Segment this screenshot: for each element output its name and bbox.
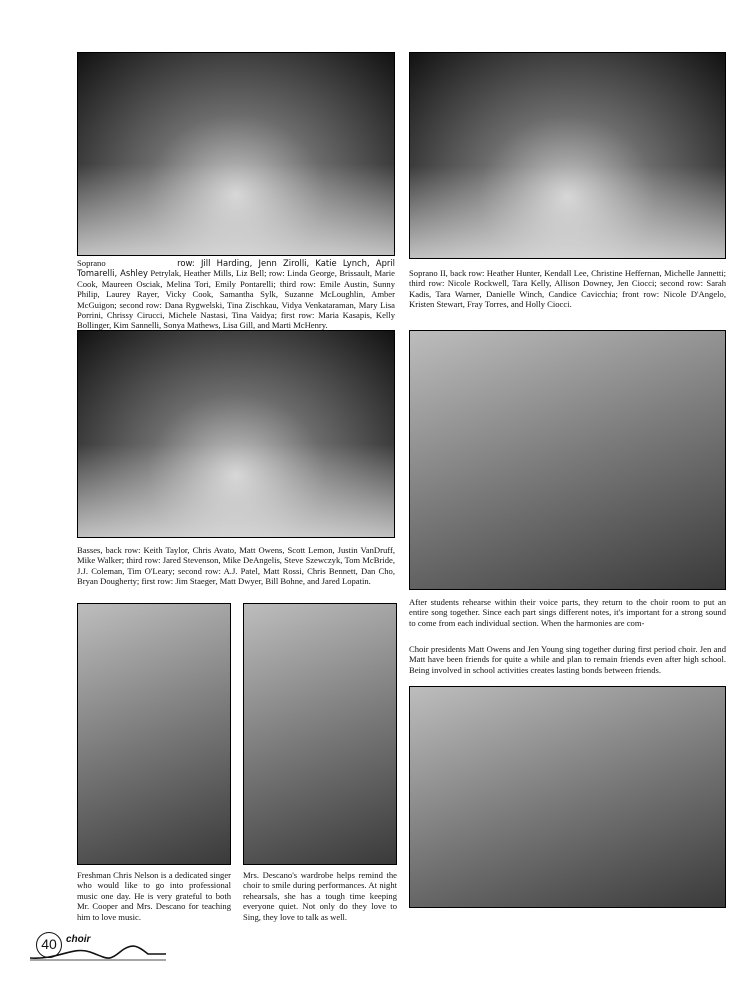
soprano-group-photo [77, 52, 395, 256]
soprano-caption-rest: Petrylak, Heather Mills, Liz Bell; row: Linda George, Brissault, Marie Cook, Maureen Osciak, Melina Tori, Emily Pontarelli; third row: Emile Austin, Sunny Philip, Laurey Rayer, Vicky Cook, Samantha Sylk, Suzanne McLoughlin, Amber McGuigon; second row: Dana Rygwelski, Tina Zischkau, Vidya Venkataraman, Mary Lisa Porrini, Chrissy Cirucci, Michele Nastasi, Tina Vaidya; first row: Maria Kasapis, Kelly Bollinger, Kim Sannelli, Sonya Mathews, Lisa Gill, and Marti McHenry. [77, 268, 395, 331]
freshman-singer-photo [77, 603, 231, 865]
soprano-caption-first-line: row: Jill Harding, Jenn Zirolli, Katie Lynch, April Tomarelli, Ashley [77, 258, 395, 279]
presidents-caption: Choir presidents Matt Owens and Jen Young sing together during first period choir. Jen and Matt have been friends for quite a while and plan to remain friends even after high school. Being involved in school activities creates lasting bonds between friends. [409, 644, 726, 675]
basses-caption: Basses, back row: Keith Taylor, Chris Avato, Matt Owens, Scott Lemon, Justin VanDruff, Mike Walker; third row: Jared Stevenson, Mike DeAngelis, Steve Szewczyk, Tom McBride, J.J. Coleman, Tim O'Leary; second row: A.J. Patel, Matt Rossi, Chris Bennett, Dan Cho, Bryan Dougherty; first row: Jim Staeger, Matt Dwyer, Bill Bohne, and Jared Lopatin. [77, 545, 395, 587]
page-number: 40 [36, 932, 62, 958]
director-wardrobe-photo [243, 603, 397, 865]
soprano-ii-group-photo [409, 52, 726, 259]
rehearsal-photo [409, 330, 726, 590]
swash-icon [28, 944, 168, 964]
choir-presidents-photo [409, 686, 726, 908]
freshman-caption: Freshman Chris Nelson is a dedicated singer who would like to go into professional music one day. He is very grateful to both Mr. Cooper and Mrs. Descano for teaching him to love music. [77, 870, 231, 922]
soprano-caption-lead: Soprano [77, 258, 106, 268]
rehearsal-caption: After students rehearse within their voice parts, they return to the choir room to put an entire song together. Since each part sings different notes, it's important for a strong sound to come from each individual section. When the harmonies are com- [409, 597, 726, 628]
soprano-caption [77, 258, 395, 331]
basses-group-photo [77, 330, 395, 538]
section-label: choir [66, 934, 91, 945]
soprano-ii-caption: Soprano II, back row: Heather Hunter, Kendall Lee, Christine Heffernan, Michelle Jannetti; third row: Nicole Rockwell, Tara Kelly, Allison Downey, Jen Ciocci; second row: Sarah Kadis, Tara Warner, Danielle Winch, Candice Cavicchia; front row: Nicole D'Angelo, Kristen Stewart, Fray Torres, and Holly Ciocci. [409, 268, 726, 310]
descano-caption: Mrs. Descano's wardrobe helps remind the choir to smile during performances. At night rehearsals, she has a tough time keeping everyone quiet. Not only do they love to Sing, they love to talk as well. [243, 870, 397, 922]
